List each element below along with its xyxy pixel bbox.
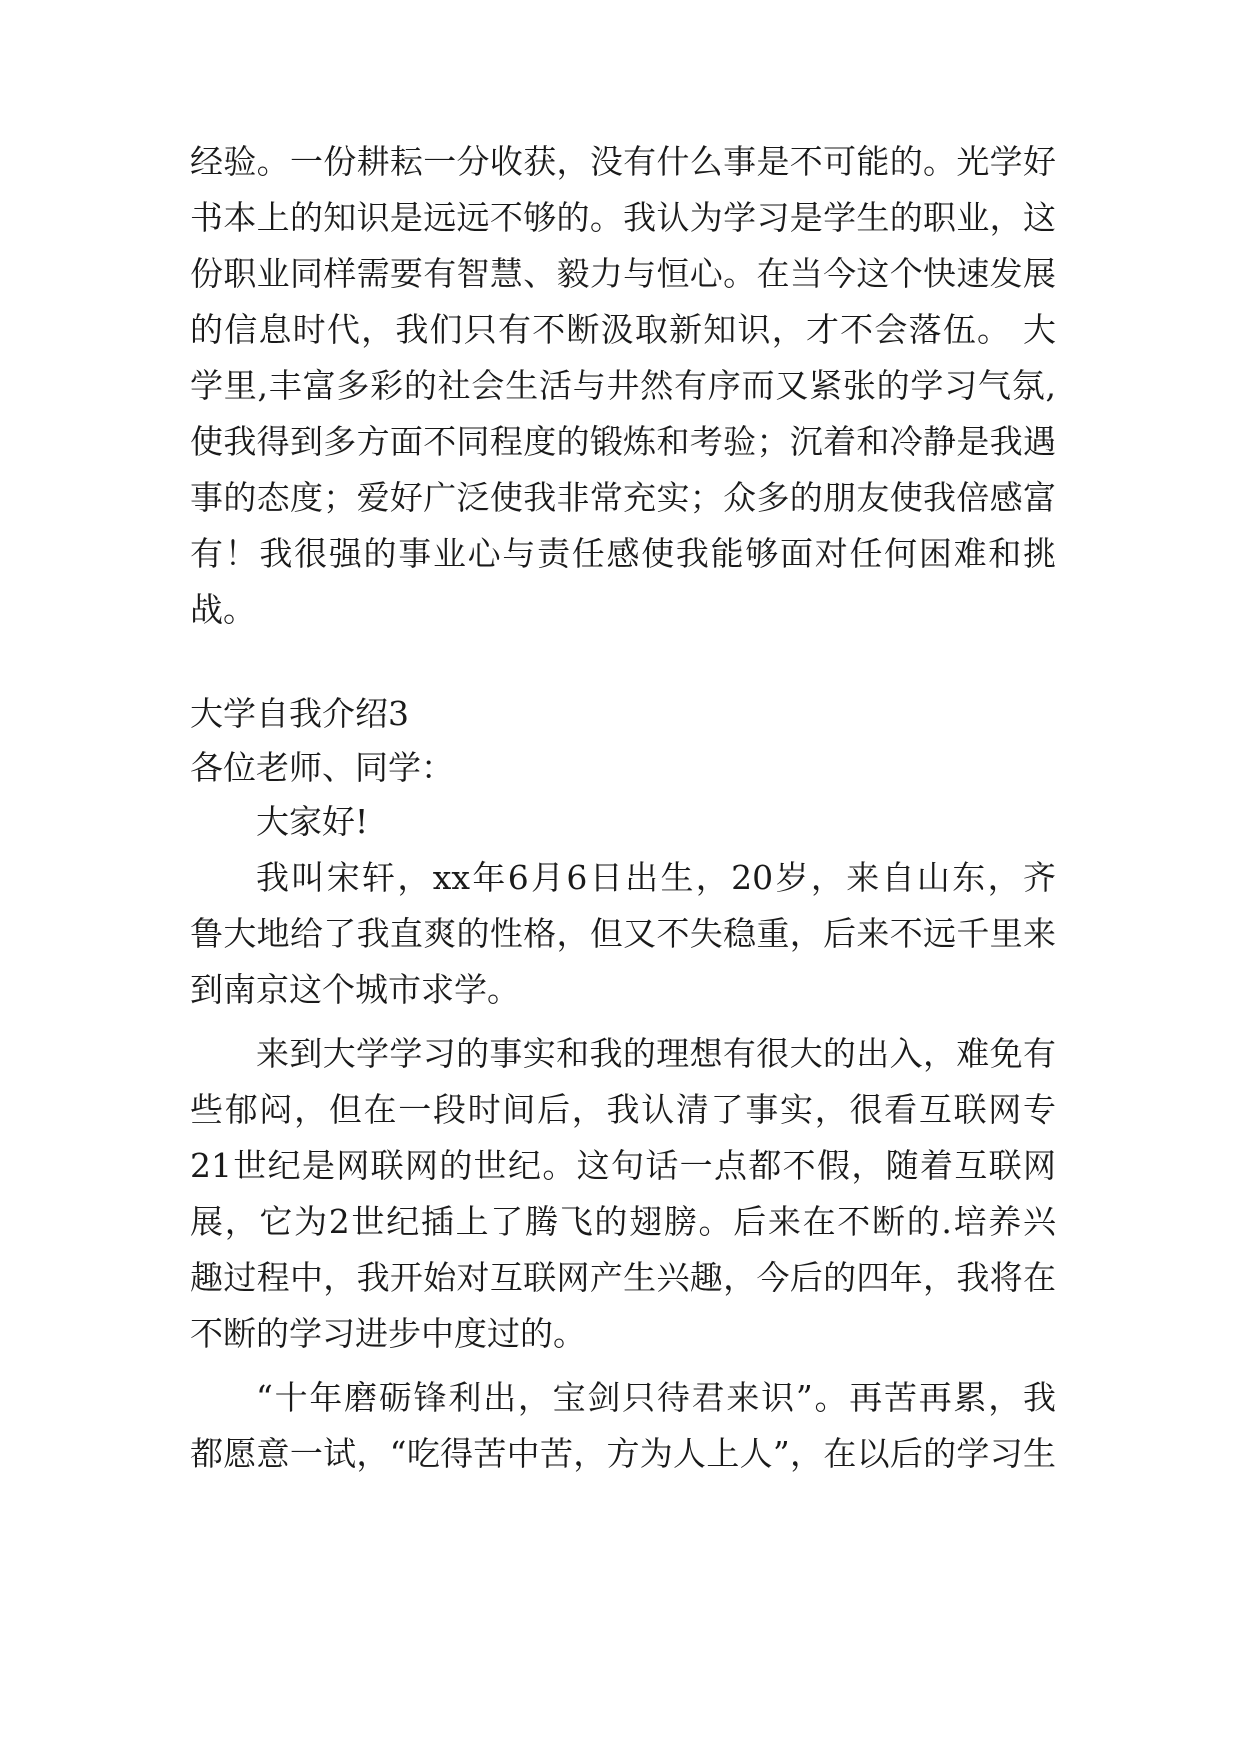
paragraph-c-line: 些郁闷，但在一段时间后，我认清了事实，很看互联网专 — [190, 1090, 1056, 1129]
paragraph-c-line: 21世纪是网联网的世纪。这句话一点都不假，随着互联网 — [190, 1146, 1056, 1185]
paragraph-a-line: 经验。一份耕耘一分收获，没有什么事是不可能的。光学好 — [190, 142, 1056, 181]
paragraph-a-line: 事的态度；爱好广泛使我非常充实；众多的朋友使我倍感富 — [190, 478, 1056, 517]
paragraph-a-line: 份职业同样需要有智慧、毅力与恒心。在当今这个快速发展 — [190, 254, 1056, 293]
paragraph-c-line: 不断的学习进步中度过的。 — [190, 1314, 586, 1353]
paragraph-b-line: 鲁大地给了我直爽的性格，但又不失稳重，后来不远千里来 — [190, 914, 1056, 953]
paragraph-a-line: 书本上的知识是远远不够的。我认为学习是学生的职业，这 — [190, 198, 1056, 237]
paragraph-c-line: 展，它为2世纪插上了腾飞的翅膀。后来在不断的.培养兴 — [190, 1202, 1056, 1241]
paragraph-d-line: 都愿意一试，“吃得苦中苦，方为人上人”，在以后的学习生 — [190, 1434, 1056, 1473]
salutation: 各位老师、同学： — [190, 748, 454, 787]
paragraph-b-line: 到南京这个城市求学。 — [190, 970, 520, 1009]
paragraph-a-line: 有！我很强的事业心与责任感使我能够面对任何困难和挑 — [190, 534, 1056, 573]
paragraph-c-line: 趣过程中，我开始对互联网产生兴趣，今后的四年，我将在 — [190, 1258, 1056, 1297]
section-title: 大学自我介绍3 — [190, 694, 409, 733]
paragraph-a-line: 学里,丰富多彩的社会生活与井然有序而又紧张的学习气氛, — [190, 366, 1056, 405]
paragraph-c-line: 来到大学学习的事实和我的理想有很大的出入，难免有 — [256, 1034, 1056, 1073]
paragraph-b-line: 我叫宋轩，xx年6月6日出生，20岁，来自山东，齐 — [256, 858, 1056, 897]
paragraph-a-line: 的信息时代，我们只有不断汲取新知识，才不会落伍。 大 — [190, 310, 1056, 349]
paragraph-a-line: 使我得到多方面不同程度的锻炼和考验；沉着和冷静是我遇 — [190, 422, 1056, 461]
paragraph-d-line: “十年磨砺锋利出，宝剑只待君来识”。再苦再累，我 — [256, 1378, 1056, 1417]
paragraph-a-line: 战。 — [190, 590, 256, 629]
greeting: 大家好! — [256, 802, 369, 841]
